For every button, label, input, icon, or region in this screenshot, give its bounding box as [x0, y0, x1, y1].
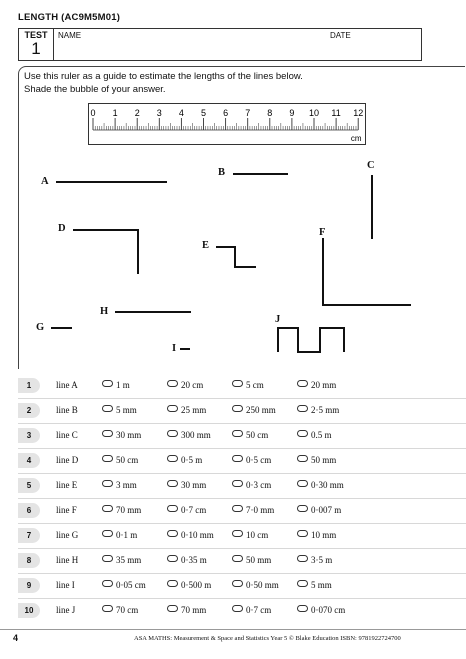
answer-bubble-icon[interactable]: [167, 580, 178, 587]
answer-option[interactable]: [167, 505, 206, 515]
answer-bubble-icon[interactable]: [297, 505, 308, 512]
answer-option[interactable]: [232, 480, 271, 490]
question-number: 7: [18, 528, 40, 543]
ruler-tick-label: 4: [178, 108, 184, 118]
ruler-tick-label: 8: [267, 108, 273, 118]
answer-bubble-icon[interactable]: [102, 430, 113, 437]
page-number: 4: [13, 633, 19, 643]
ruler-tick-label: 1: [112, 108, 118, 118]
answer-option[interactable]: [232, 605, 271, 615]
answer-option[interactable]: [297, 480, 344, 490]
answer-option-text: 7·0 mm: [246, 505, 275, 515]
answer-option-text: 30 mm: [116, 430, 142, 440]
answer-option[interactable]: [167, 455, 202, 465]
answer-bubble-icon[interactable]: [167, 405, 178, 412]
answer-option-text: 70 mm: [116, 505, 142, 515]
answer-option[interactable]: [297, 430, 332, 440]
ruler-unit-label: cm: [350, 134, 362, 143]
answer-bubble-icon[interactable]: [297, 555, 308, 562]
answer-bubble-icon[interactable]: [232, 530, 243, 537]
question-row: [18, 601, 466, 621]
line-h: [115, 311, 191, 313]
answer-bubble-icon[interactable]: [102, 480, 113, 487]
answer-option[interactable]: [232, 505, 274, 515]
question-number: 3: [18, 428, 40, 443]
answer-bubble-icon[interactable]: [297, 605, 308, 612]
answer-bubble-icon[interactable]: [297, 430, 308, 437]
answer-option[interactable]: [102, 580, 146, 590]
line-label-h: H: [100, 306, 109, 317]
answer-bubble-icon[interactable]: [167, 530, 178, 537]
answer-option[interactable]: [102, 430, 141, 440]
answer-option-text: 0·30 mm: [311, 480, 344, 490]
date-field-label[interactable]: DATE: [330, 31, 351, 40]
answer-option-text: 30 mm: [181, 480, 207, 490]
line-g: [51, 327, 72, 329]
answer-option-text: 10 cm: [246, 530, 269, 540]
question-label: line E: [56, 480, 78, 490]
answer-bubble-icon[interactable]: [232, 555, 243, 562]
answer-option-text: 50 cm: [116, 455, 139, 465]
answer-option[interactable]: [102, 530, 137, 540]
answer-option-text: 0·50 mm: [246, 580, 279, 590]
line-label-a: A: [41, 176, 49, 187]
question-row: [18, 426, 466, 446]
answer-option-text: 300 mm: [181, 430, 211, 440]
line-f-horizontal: [322, 304, 411, 306]
answer-option-text: 20 mm: [311, 380, 337, 390]
row-divider: [18, 448, 466, 449]
answer-option-text: 3 mm: [116, 480, 137, 490]
line-b: [233, 173, 288, 175]
answer-option-text: 0·1 m: [116, 530, 138, 540]
line-label-f: F: [319, 227, 326, 238]
question-row: [18, 476, 466, 496]
question-label: line I: [56, 580, 75, 590]
answer-option-text: 0·35 m: [181, 555, 207, 565]
answer-option-text: 3·5 m: [311, 555, 333, 565]
answer-bubble-icon[interactable]: [167, 480, 178, 487]
footer-credit: ASA MATHS: Measurement & Space and Statistics Year 5 © Blake Education ISBN: 9781922724700: [134, 635, 401, 642]
answer-option-text: 1 m: [116, 380, 130, 390]
answer-option[interactable]: [102, 480, 137, 490]
row-divider: [18, 473, 466, 474]
line-a: [56, 181, 167, 183]
answer-option-text: 0·10 mm: [181, 530, 214, 540]
question-number: 6: [18, 503, 40, 518]
line-label-b: B: [218, 167, 226, 178]
question-number: 10: [18, 603, 40, 618]
answer-option[interactable]: [297, 505, 341, 515]
question-label: line G: [56, 530, 79, 540]
answer-option[interactable]: [232, 430, 268, 440]
question-number: 4: [18, 453, 40, 468]
line-e-top: [216, 246, 235, 248]
answer-bubble-icon[interactable]: [232, 405, 243, 412]
line-label-g: G: [36, 322, 45, 333]
answer-option[interactable]: [297, 530, 336, 540]
line-j: [274, 326, 350, 354]
answer-bubble-icon[interactable]: [102, 605, 113, 612]
ruler-tick-label: 7: [245, 108, 251, 118]
name-field-label[interactable]: NAME: [58, 31, 82, 40]
answer-option[interactable]: [297, 455, 336, 465]
line-d-horizontal: [73, 229, 139, 231]
answer-option-text: 5 cm: [246, 380, 264, 390]
header-box: [18, 28, 422, 61]
answer-option-text: 0·5 m: [181, 455, 203, 465]
line-i: [180, 348, 190, 350]
answer-option-text: 0·3 cm: [246, 480, 272, 490]
answer-option[interactable]: [102, 505, 141, 515]
answer-option[interactable]: [102, 380, 130, 390]
answer-option[interactable]: [167, 430, 211, 440]
answer-bubble-icon[interactable]: [297, 380, 308, 387]
answer-option[interactable]: [167, 580, 211, 590]
row-divider: [18, 548, 466, 549]
answer-option-text: 0·5 cm: [246, 455, 272, 465]
answer-option-text: 70 cm: [116, 605, 139, 615]
question-label: line H: [56, 555, 79, 565]
question-number: 8: [18, 553, 40, 568]
instruction-line-1: Use this ruler as a guide to estimate the lengths of the lines below.: [24, 71, 303, 82]
question-row: [18, 401, 466, 421]
answer-option-text: 0·05 cm: [116, 580, 146, 590]
row-divider: [18, 398, 466, 399]
answer-bubble-icon[interactable]: [167, 380, 178, 387]
answer-option-text: 250 mm: [246, 405, 276, 415]
answer-option[interactable]: [232, 380, 264, 390]
answer-bubble-icon[interactable]: [232, 430, 243, 437]
answer-option-text: 0·500 m: [181, 580, 212, 590]
question-row: [18, 451, 466, 471]
ruler-tick-label: 9: [289, 108, 295, 118]
answer-bubble-icon[interactable]: [297, 580, 308, 587]
line-label-i: I: [172, 343, 177, 354]
ruler-tick-label: 11: [331, 108, 341, 118]
answer-option-text: 10 mm: [311, 530, 337, 540]
line-label-j: J: [275, 314, 281, 325]
line-d-vertical: [137, 229, 139, 274]
answer-bubble-icon[interactable]: [167, 555, 178, 562]
page-title: LENGTH (AC9M5M01): [18, 12, 121, 23]
answer-option-text: 0·070 cm: [311, 605, 346, 615]
answer-option[interactable]: [297, 380, 336, 390]
answer-option[interactable]: [232, 455, 271, 465]
answer-option[interactable]: [297, 580, 332, 590]
answer-bubble-icon[interactable]: [102, 530, 113, 537]
answer-option[interactable]: [102, 605, 138, 615]
answer-option-text: 5 mm: [311, 580, 332, 590]
answer-option[interactable]: [232, 580, 279, 590]
answer-option[interactable]: [167, 480, 206, 490]
answer-option-text: 25 mm: [181, 405, 207, 415]
question-number: 2: [18, 403, 40, 418]
question-label: line J: [56, 605, 76, 615]
answer-bubble-icon[interactable]: [167, 430, 178, 437]
answer-bubble-icon[interactable]: [232, 505, 243, 512]
question-label: line B: [56, 405, 78, 415]
question-label: line C: [56, 430, 78, 440]
row-divider: [18, 598, 466, 599]
answer-option-text: 50 cm: [246, 430, 269, 440]
question-number: 9: [18, 578, 40, 593]
answer-option[interactable]: [102, 405, 137, 415]
question-row: [18, 376, 466, 396]
row-divider: [18, 523, 466, 524]
footer-rule: [0, 629, 466, 630]
row-divider: [18, 423, 466, 424]
answer-option[interactable]: [297, 405, 339, 415]
answer-bubble-icon[interactable]: [297, 530, 308, 537]
question-label: line F: [56, 505, 77, 515]
answer-option-text: 0·007 m: [311, 505, 342, 515]
answer-bubble-icon[interactable]: [232, 605, 243, 612]
ruler-tick-label: 5: [200, 108, 207, 118]
answer-bubble-icon[interactable]: [232, 580, 243, 587]
answer-option[interactable]: [167, 405, 206, 415]
answer-bubble-icon[interactable]: [167, 455, 178, 462]
answer-bubble-icon[interactable]: [232, 480, 243, 487]
instruction-line-2: Shade the bubble of your answer.: [24, 84, 166, 95]
answer-bubble-icon[interactable]: [102, 505, 113, 512]
answer-bubble-icon[interactable]: [102, 380, 113, 387]
test-cell: [19, 29, 54, 60]
ruler-scale: [89, 104, 365, 144]
answer-bubble-icon[interactable]: [232, 380, 243, 387]
answer-option[interactable]: [297, 555, 332, 565]
ruler-tick-label: 12: [353, 108, 364, 118]
answer-bubble-icon[interactable]: [167, 605, 178, 612]
ruler-tick-label: 0: [90, 108, 96, 118]
answer-option-text: 35 mm: [116, 555, 142, 565]
answer-option[interactable]: [102, 455, 138, 465]
answer-option[interactable]: [232, 555, 271, 565]
answer-bubble-icon[interactable]: [297, 455, 308, 462]
answer-option-text: 5 mm: [116, 405, 137, 415]
line-f-vertical: [322, 238, 324, 306]
answer-option-text: 50 mm: [246, 555, 272, 565]
answer-option[interactable]: [297, 605, 345, 615]
line-label-e: E: [202, 240, 210, 251]
test-label: TEST: [24, 30, 48, 40]
row-divider: [18, 498, 466, 499]
answer-bubble-icon[interactable]: [102, 580, 113, 587]
line-e-vertical: [234, 246, 236, 268]
question-number: 1: [18, 378, 40, 393]
answer-bubble-icon[interactable]: [102, 455, 113, 462]
answer-bubble-icon[interactable]: [102, 405, 113, 412]
answer-bubble-icon[interactable]: [232, 455, 243, 462]
answer-option[interactable]: [232, 405, 276, 415]
question-number: 5: [18, 478, 40, 493]
line-label-d: D: [58, 223, 66, 234]
question-label: line D: [56, 455, 79, 465]
ruler-tick-label: 2: [134, 108, 140, 118]
test-number: 1: [31, 39, 41, 58]
answer-option-text: 2·5 mm: [311, 405, 340, 415]
ruler-tick-label: 10: [308, 108, 320, 118]
row-divider: [18, 573, 466, 574]
answer-bubble-icon[interactable]: [167, 505, 178, 512]
answer-option-text: 50 mm: [311, 455, 337, 465]
answer-option[interactable]: [167, 605, 206, 615]
answer-option[interactable]: [167, 380, 203, 390]
answer-option[interactable]: [167, 555, 207, 565]
question-row: [18, 576, 466, 596]
answer-bubble-icon[interactable]: [102, 555, 113, 562]
ruler-tick-label: 6: [223, 108, 229, 118]
line-e-bottom: [234, 266, 256, 268]
question-row: [18, 551, 466, 571]
answer-option[interactable]: [167, 530, 214, 540]
answer-option-text: 0·7 cm: [181, 505, 207, 515]
answer-option-text: 0·7 cm: [246, 605, 272, 615]
question-label: line A: [56, 380, 78, 390]
answer-option[interactable]: [232, 530, 268, 540]
answer-option[interactable]: [102, 555, 141, 565]
ruler: [88, 103, 366, 145]
answer-option-text: 70 mm: [181, 605, 207, 615]
line-label-c: C: [367, 160, 375, 171]
line-c: [371, 175, 373, 239]
answer-option-text: 20 cm: [181, 380, 204, 390]
question-row: [18, 526, 466, 546]
answer-bubble-icon[interactable]: [297, 405, 308, 412]
ruler-tick-label: 3: [156, 108, 162, 118]
answer-option-text: 0.5 m: [311, 430, 332, 440]
answer-bubble-icon[interactable]: [297, 480, 308, 487]
question-row: [18, 501, 466, 521]
